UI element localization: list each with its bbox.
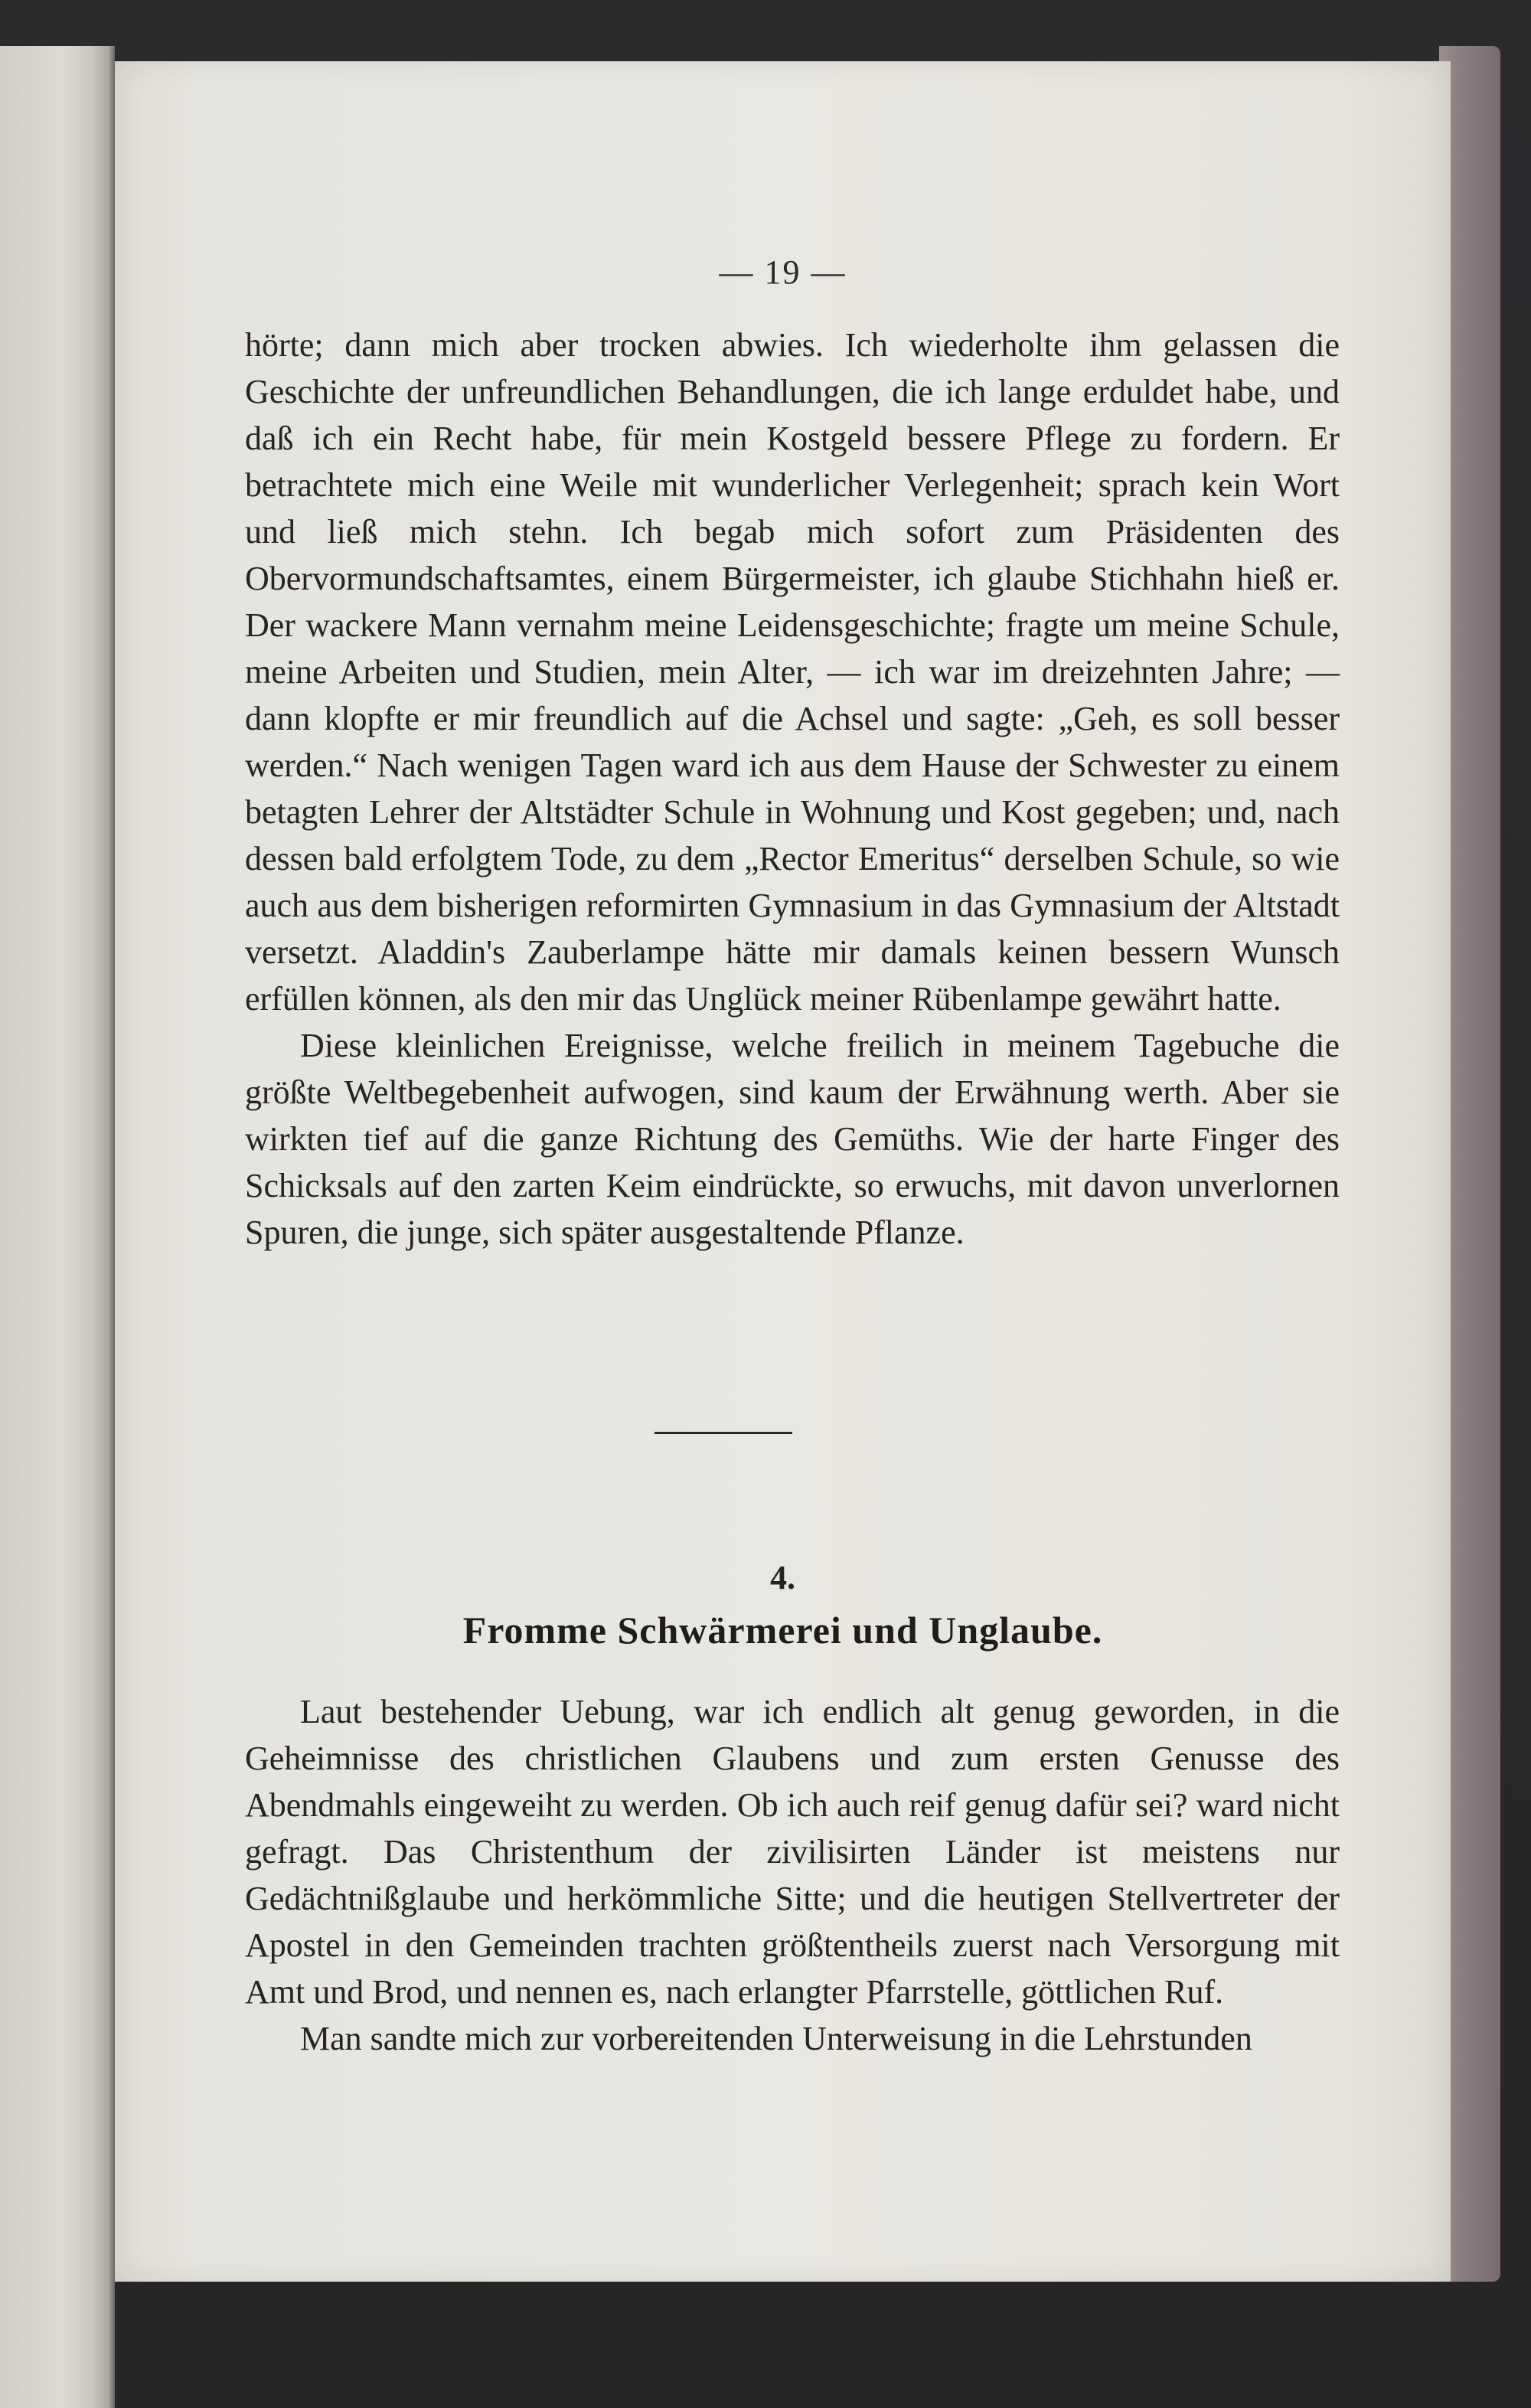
paragraph-2: Diese kleinlichen Ereignisse, welche freilich in meinem Tagebuche die größte Weltbegebenheit aufwogen, sind kaum der Erwähnung werth. Aber sie wirkten tief auf die ganze Richtung des Gemüths. Wie der harte Finger des Schicksals auf den zarten Keim eindrückte, so erwuchs, mit davon unverlornen Spuren, die junge, sich später ausgestaltende Pflanze. [245,1027,1340,1251]
section-text [245,1688,1340,2062]
section-title: Fromme Schwärmerei und Unglaube. [462,1609,1103,1652]
page-number: — 19 — [719,253,847,291]
book-page [115,61,1451,2282]
body-text [245,322,1340,1256]
left-page-edge [0,46,115,2408]
section-number: 4. [770,1559,795,1596]
section-paragraph-1: Laut bestehender Uebung, war ich endlich alt genug geworden, in die Geheimnisse des christlichen Glaubens und zum ersten Genusse des Abendmahls eingeweiht zu werden. Ob ich auch reif genug dafür sei? ward nicht gefragt. Das Christenthum der zivilisirten Länder ist meistens nur Gedächtnißglaube und herkömmliche Sitte; und die heutigen Stellvertreter der Apostel in den Gemeinden trachten größtentheils zuerst nach Versorgung mit Amt und Brod, und nennen es, nach erlangter Pfarrstelle, göttlichen Ruf. [245,1693,1340,2011]
paragraph-1: hörte; dann mich aber trocken abwies. Ich wiederholte ihm gelassen die Geschichte der unfreundlichen Behandlungen, die ich lange erduldet habe, und daß ich ein Recht habe, für mein Kostgeld bessere Pflege zu fordern. Er betrachtete mich eine Weile mit wunderlicher Verlegenheit; sprach kein Wort und ließ mich stehn. Ich begab mich sofort zum Präsidenten des Obervormundschaftsamtes, einem Bürgermeister, ich glaube Stichhahn hieß er. Der wackere Mann vernahm meine Leidensgeschichte; fragte um meine Schule, meine Arbeiten und Studien, mein Alter, — ich war im dreizehnten Jahre; — dann klopfte er mir freundlich auf die Achsel und sagte: „Geh, es soll besser werden.“ Nach wenigen Tagen ward ich aus dem Hause der Schwester zu einem betagten Lehrer der Altstädter Schule in Wohnung und Kost gegeben; und, nach dessen bald erfolgtem Tode, zu dem „Rector Emeritus“ derselben Schule, so wie auch aus dem bisherigen reformirten Gymnasium in das Gymnasium der Altstadt versetzt. Aladdin's Zauberlampe hätte mir damals keinen bessern Wunsch erfüllen können, als den mir das Unglück meiner Rübenlampe gewährt hatte. [245,326,1340,1018]
section-paragraph-2: Man sandte mich zur vorbereitenden Unterweisung in die Lehrstunden [300,2020,1252,2057]
section-divider [655,1432,792,1434]
